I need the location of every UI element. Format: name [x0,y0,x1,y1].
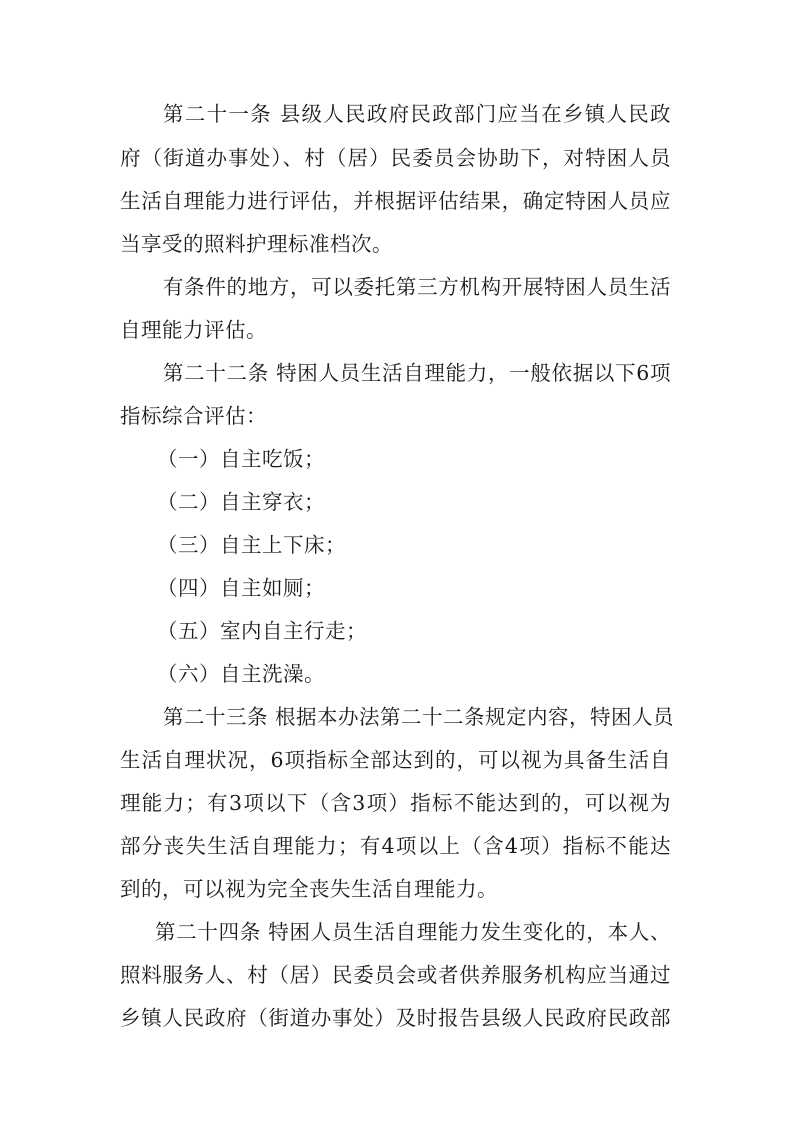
text-line: 府（街道办事处）、村（居）民委员会协助下，对特困人员 [120,146,671,170]
text-line: 指标综合评估： [120,404,267,428]
list-item: （四）自主如厕； [157,576,325,600]
list-item: （二）自主穿衣； [157,490,325,514]
text-line: 乡镇人民政府（街道办事处）及时报告县级人民政府民政部 [120,1006,671,1030]
text-line: 第二十一条 县级人民政府民政部门应当在乡镇人民政 [163,102,671,126]
text-line: 第二十二条 特困人员生活自理能力，一般依据以下6项 [163,361,671,385]
text-line: 当享受的照料护理标准档次。 [120,232,393,256]
text-line: 有条件的地方，可以委托第三方机构开展特困人员生活 [163,275,671,299]
text-line: 理能力；有3项以下（含3项）指标不能达到的，可以视为 [120,791,671,815]
text-line: 第二十四条 特困人员生活自理能力发生变化的，本人、 [155,920,671,944]
text-line: 生活自理状况，6项指标全部达到的，可以视为具备生活自 [120,748,671,772]
text-line: 照料服务人、村（居）民委员会或者供养服务机构应当通过 [120,963,671,987]
list-item: （一）自主吃饭； [157,447,325,471]
text-line: 部分丧失生活自理能力；有4项以上（含4项）指标不能达 [120,834,671,858]
text-line: 到的，可以视为完全丧失生活自理能力。 [120,877,498,901]
text-line: 生活自理能力进行评估，并根据评估结果，确定特困人员应 [120,189,671,213]
text-line: 第二十三条 根据本办法第二十二条规定内容，特困人员 [163,705,675,729]
text-line: 自理能力评估。 [120,318,267,342]
list-item: （五）室内自主行走； [157,619,367,643]
list-item: （三）自主上下床； [157,533,346,557]
list-item: （六）自主洗澡。 [157,662,325,686]
